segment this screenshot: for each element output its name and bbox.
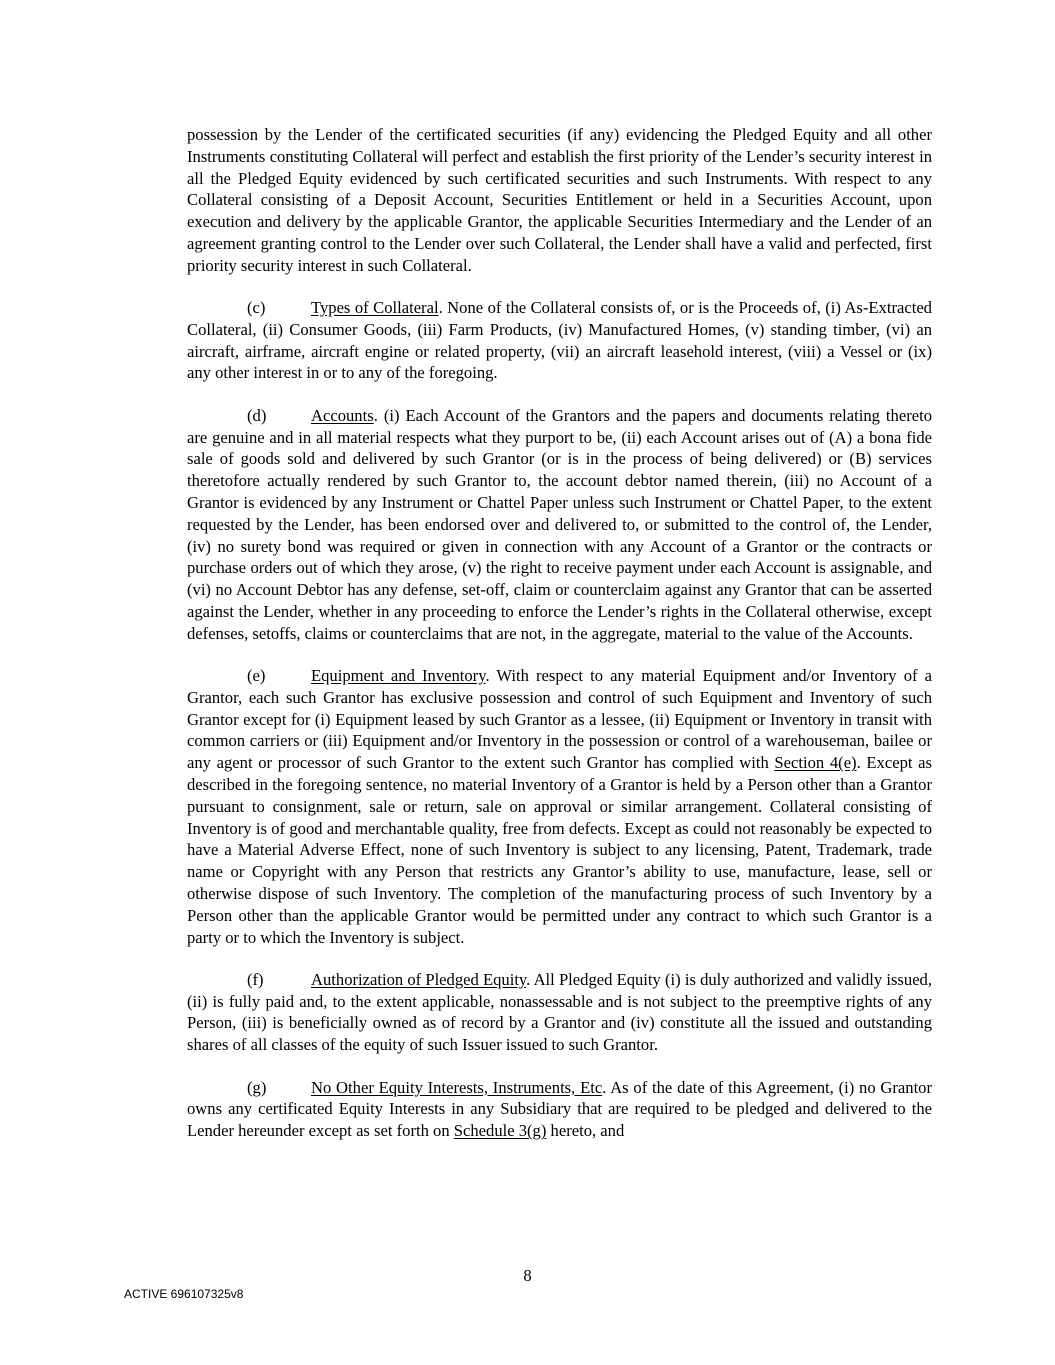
schedule-reference: Schedule 3(g) <box>453 1121 547 1141</box>
section-heading: No Other Equity Interests, Instruments, Etc <box>311 1077 603 1097</box>
section-number: (c) <box>247 298 266 318</box>
section-e <box>187 665 932 948</box>
paragraph-text: possession by the Lender of the certificated securities (if any) evidencing the Pledged Equity and all other Instruments constituting Collateral will perfect and establish the first priority of the Lender’s security interest in all the Pledged Equity evidenced by such certificated securities and such Instruments. With respect to any Collateral consisting of a Deposit Account, Securities Entitlement or held in a Securities Account, upon execution and delivery by the applicable Grantor, the applicable Securities Intermediary and the Lender of an agreement granting control to the Lender over such Collateral, the Lender shall have a valid and perfected, first priority security interest in such Collateral. <box>187 125 932 275</box>
section-heading: Types of Collateral <box>311 298 439 318</box>
section-text: . As of the date of this Agreement, (i) no Grantor owns any certificated Equity Interests in any Subsidiary that are required to be pledged and delivered to the Lender hereunder except as set forth on <box>187 1077 932 1141</box>
section-number: (d) <box>247 405 267 425</box>
page-number: 8 <box>523 1266 532 1285</box>
section-text: . Except as described in the foregoing sentence, no material Inventory of a Grantor is held by a Person other than a Grantor pursuant to consignment, sale or return, sale on approval or similar arrangement. Collateral consisting of Inventory is of good and merchantable quality, free from defects. Except as could not reasonably be expected to have a Material Adverse Effect, none of such Inventory is subject to any licensing, Patent, Trademark, trade name or Copyright with any Person that restricts any Grantor’s ability to use, manufacture, lease, sell or otherwise dispose of such Inventory. The completion of the manufacturing process of such Inventory by a Person other than the applicable Grantor would be permitted under any contract to which such Grantor is a party or to which the Inventory is subject. <box>187 753 932 947</box>
section-text: . All Pledged Equity (i) is duly authorized and validly issued, (ii) is fully paid and, to the extent applicable, nonassessable and is not subject to the preemptive rights of any Person, (iii) is beneficially owned as of record by a Grantor and (iv) constitute all the issued and outstanding shares of all classes of the equity of such Issuer issued to such Grantor. <box>187 969 932 1055</box>
section-number: (e) <box>247 666 266 686</box>
section-heading: Accounts <box>311 405 374 425</box>
section-heading: Authorization of Pledged Equity <box>311 969 527 989</box>
section-heading: Equipment and Inventory <box>311 666 486 686</box>
paragraph-continued <box>187 124 932 277</box>
section-number: (f) <box>247 969 264 989</box>
section-text: . With respect to any material Equipment and/or Inventory of a Grantor, each such Grantor has exclusive possession and control of such Equipment and Inventory of such Grantor except for (i) Equipment leased by such Grantor as a lessee, (ii) Equipment or Inventory in transit with common carriers or (iii) Equipment and/or Inventory in the possession or control of a warehouseman, bailee or any agent or processor of such Grantor to the extent such Grantor has complied with <box>187 666 933 773</box>
section-g <box>187 1077 932 1142</box>
section-f <box>187 969 932 1056</box>
section-c <box>187 297 932 384</box>
section-d <box>187 405 932 645</box>
section-text: . (i) Each Account of the Grantors and the papers and documents relating thereto are genuine and in all material respects what they purport to be, (ii) each Account arises out of (A) a bona fide sale of goods sold and delivered by such Grantor (or is in the process of being delivered) or (B) services theretofore actually rendered by such Grantor to, the account debtor named therein, (iii) no Account of a Grantor is evidenced by any Instrument or Chattel Paper unless such Instrument or Chattel Paper, to the extent requested by the Lender, has been endorsed over and delivered to, or submitted to the control of, the Lender, (iv) no surety bond was required or given in connection with any Account of a Grantor or the contracts or purchase orders out of which they arose, (v) the right to receive payment under each Account is assignable, and (vi) no Account Debtor has any defense, set-off, claim or counterclaim against any Grantor that can be asserted against the Lender, whether in any proceeding to enforce the Lender’s rights in the Collateral otherwise, except defenses, setoffs, claims or counterclaims that are not, in the aggregate, material to the value of the Accounts. <box>187 405 932 643</box>
section-text: . None of the Collateral consists of, or is the Proceeds of, (i) As-Extracted Collateral, (ii) Consumer Goods, (iii) Farm Products, (iv) Manufactured Homes, (v) standing timber, (vi) an aircraft, airframe, aircraft engine or related property, (vii) an aircraft leasehold interest, (viii) a Vessel or (ix) any other interest in or to any of the foregoing. <box>187 298 932 383</box>
document-id: ACTIVE 696107325v8 <box>124 1287 244 1301</box>
section-text: hereto, and <box>546 1121 625 1141</box>
document-body <box>187 124 932 1162</box>
section-reference: Section 4(e) <box>774 753 857 773</box>
section-number: (g) <box>247 1077 267 1097</box>
